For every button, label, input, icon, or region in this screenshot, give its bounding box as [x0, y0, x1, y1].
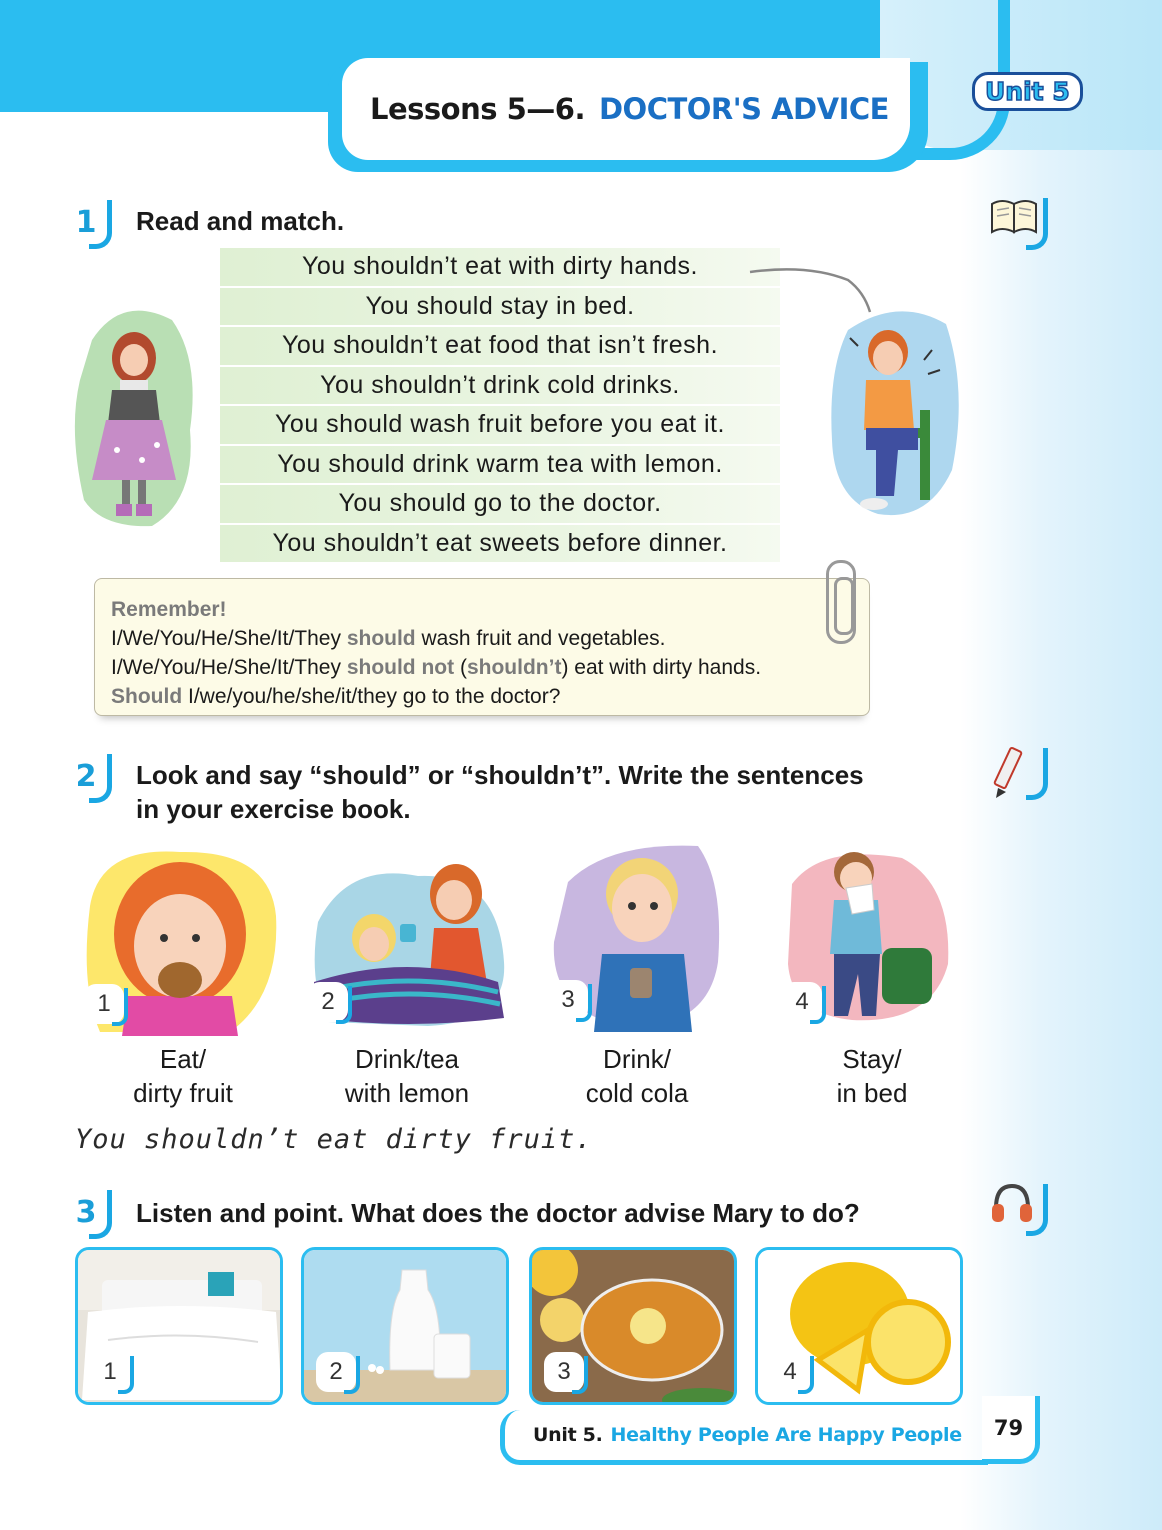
remember-line-3: Should I/we/you/he/she/it/they go to the doctor?	[111, 685, 561, 708]
caption-1: Eat/ dirty fruit	[133, 1044, 233, 1108]
match-sentence[interactable]: You should wash fruit before you eat it.	[220, 406, 780, 446]
match-sentence[interactable]: You should drink warm tea with lemon.	[220, 446, 780, 486]
paperclip-icon	[826, 560, 856, 644]
girl-illustration	[72, 300, 200, 528]
footer-unit-title	[500, 1410, 988, 1465]
exercise-2-number: 2	[60, 750, 112, 802]
photo-2-number: 2	[316, 1352, 356, 1392]
example-sentence: You shouldn’t eat dirty fruit.	[75, 1124, 593, 1155]
page-number: 79	[982, 1396, 1040, 1464]
sick-boy-illustration	[828, 300, 964, 520]
picture-2-number: 2	[308, 982, 348, 1022]
picture-2-sick-girl-tea	[308, 852, 510, 1030]
exercise-2-title: Look and say “should” or “shouldn’t”. Write the sentences in your exercise book.	[136, 760, 864, 824]
match-sentence[interactable]: You shouldn’t drink cold drinks.	[220, 367, 780, 407]
remember-line-1: I/We/You/He/She/It/They should wash fruit and vegetables.	[111, 627, 666, 650]
pencil-icon	[988, 744, 1048, 804]
picture-1-number: 1	[84, 984, 124, 1024]
lesson-title	[342, 58, 910, 160]
photo-2-milk[interactable]	[301, 1247, 509, 1405]
photo-4-number: 4	[770, 1352, 810, 1392]
caption-4: Stay/ in bed	[836, 1044, 908, 1108]
remember-box	[94, 578, 870, 716]
footer-unit: Unit 5.	[533, 1424, 603, 1446]
lesson-topic: DOCTOR'S ADVICE	[598, 92, 889, 126]
match-sentence[interactable]: You shouldn’t eat sweets before dinner.	[220, 525, 780, 565]
exercise-1-number: 1	[60, 196, 112, 248]
exercise-3-title: Listen and point. What does the doctor advise Mary to do?	[136, 1198, 860, 1228]
unit-badge-word: Unit	[985, 77, 1044, 106]
exercise-3-number: 3	[60, 1186, 112, 1238]
picture-4-number: 4	[782, 982, 822, 1022]
match-sentence[interactable]: You should stay in bed.	[220, 288, 780, 328]
photo-3-tea-with-lemon[interactable]	[529, 1247, 737, 1405]
match-sentences-list	[220, 248, 780, 564]
match-sentence[interactable]: You should go to the doctor.	[220, 485, 780, 525]
unit-badge	[972, 72, 1083, 111]
book-icon	[988, 194, 1048, 254]
lesson-numbers: Lessons 5—6.	[370, 92, 585, 126]
remember-heading: Remember!	[111, 598, 227, 621]
photo-1-number: 1	[90, 1352, 130, 1392]
remember-line-2: I/We/You/He/She/It/They should not (shouldn’t) eat with dirty hands.	[111, 656, 762, 679]
match-connector-line	[748, 262, 878, 322]
picture-3-number: 3	[548, 980, 588, 1020]
photo-3-number: 3	[544, 1352, 584, 1392]
caption-2: Drink/tea with lemon	[344, 1044, 470, 1108]
match-sentence[interactable]: You shouldn’t eat with dirty hands.	[220, 248, 780, 288]
footer-unit-name: Healthy People Are Happy People	[610, 1424, 962, 1446]
picture-1-girl-eating	[80, 846, 280, 1036]
headphones-icon	[988, 1180, 1048, 1240]
picture-3-boy-cola	[548, 842, 728, 1032]
match-sentence[interactable]: You shouldn’t eat food that isn’t fresh.	[220, 327, 780, 367]
photo-4-lemons[interactable]	[755, 1247, 963, 1405]
exercise-1-title: Read and match.	[136, 206, 345, 236]
unit-badge-number: 5	[1052, 77, 1070, 106]
photo-1-bed[interactable]	[75, 1247, 283, 1405]
picture-4-boy-sneezing	[782, 844, 954, 1034]
caption-3: Drink/ cold cola	[585, 1044, 689, 1108]
